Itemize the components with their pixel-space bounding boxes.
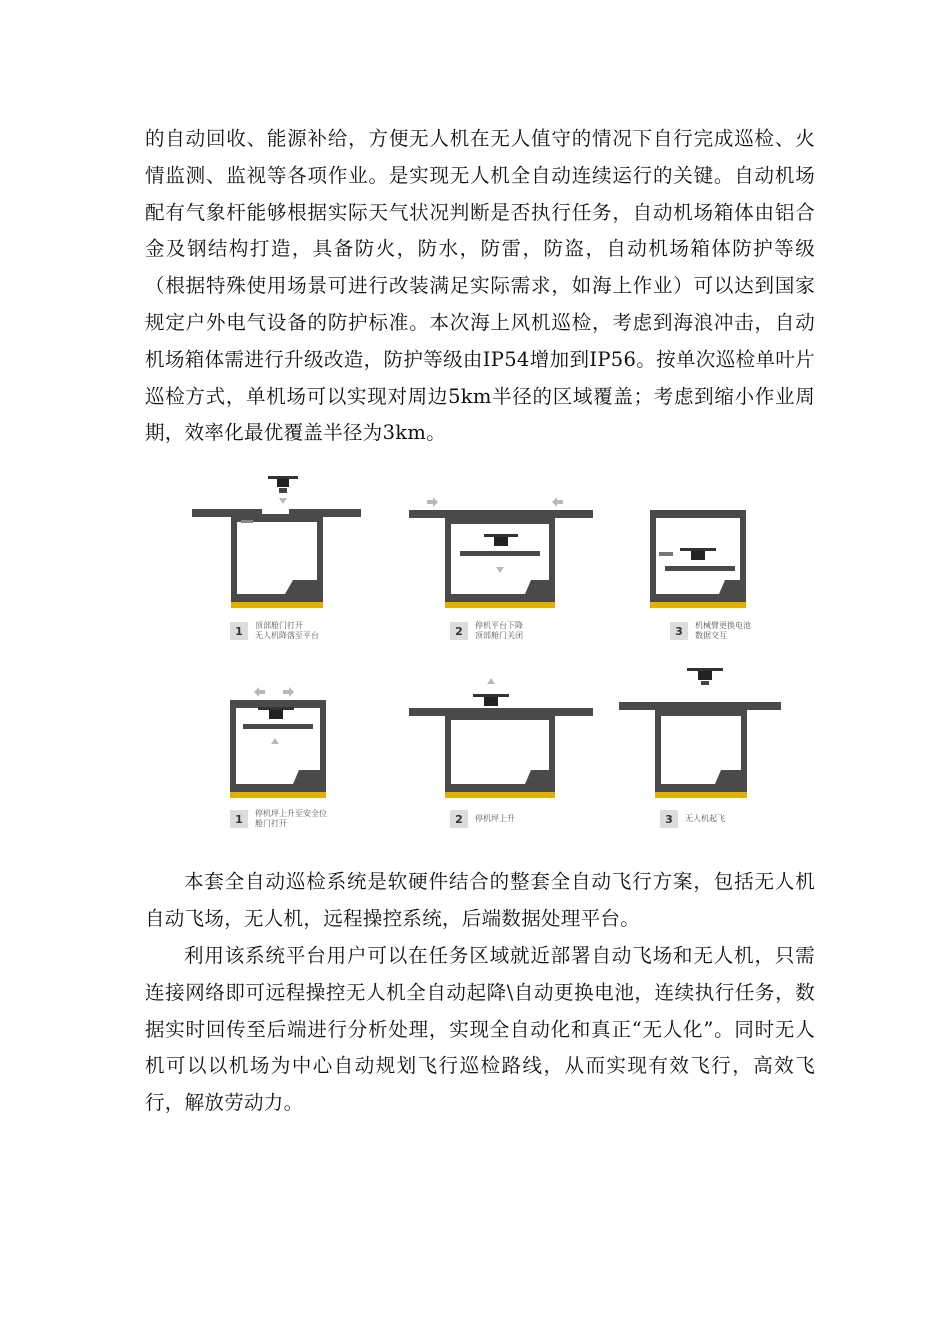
takeoff-step-2 — [405, 658, 605, 838]
caption — [670, 620, 751, 642]
paragraph-airport-description: 的自动回收、能源补给，方便无人机在无人值守的情况下自行完成巡检、火情监测、监视等各项作业。是实现无人机全自动连续运行的关键。自动机场配有气象杆能够根据实际天气状况判断是否执行任务，自动机场箱体由铝合金及钢结构打造，具备防火，防水，防雷，防盗，自动机场箱体防护等级（根据特殊使用场景可进行改装满足实际需求，如海上作业）可以达到国家规定户外电气设备的防护标准。本次海上风机巡检，考虑到海浪冲击，自动机场箱体需进行升级改造，防护等级由IP54增加到IP56。按单次巡检单叶片巡检方式，单机场可以实现对周边5km半径的区域覆盖；考虑到缩小作业周期，效率化最优覆盖半径为3km。 — [145, 127, 815, 445]
caption-line-1: 停机平台下降 — [475, 621, 523, 630]
caption-line-2: 顶部舱门关闭 — [475, 631, 523, 640]
step-number: 1 — [230, 622, 248, 640]
landing-step-2 — [405, 468, 605, 648]
landing-step-1 — [185, 468, 385, 648]
step-number: 2 — [450, 622, 468, 640]
platform-at-top-illustration — [405, 658, 605, 798]
platform-rising-illustration — [185, 658, 385, 798]
landing-step-3 — [625, 468, 825, 648]
paragraph-system-overview: 本套全自动巡检系统是软硬件结合的整套全自动飞行方案，包括无人机自动飞场，无人机，远程操控系统，后端数据处理平台。 — [145, 870, 815, 930]
docking-station-workflow-figure — [185, 468, 785, 838]
caption-line-1: 无人机起飞 — [685, 814, 725, 823]
step-number: 3 — [670, 622, 688, 640]
caption-line-1: 机械臂更换电池 — [695, 621, 751, 630]
caption-line-2: 数据交互 — [695, 631, 727, 640]
paragraph-system-usage: 利用该系统平台用户可以在任务区域就近部署自动飞场和无人机，只需连接网络即可远程操控无人机全自动起降\自动更换电池，连续执行任务，数据实时回传至后端进行分析处理，实现全自动化和真正“无人化”。同时无人机可以以机场为中心自动规划飞行巡检路线，从而实现有效飞行，高效飞行，解放劳动力。 — [145, 944, 815, 1115]
platform-lowering-illustration — [405, 468, 605, 608]
drone-takeoff-illustration — [615, 658, 815, 798]
step-number: 1 — [230, 810, 248, 828]
caption-line-1: 顶部舱门打开 — [255, 621, 303, 630]
takeoff-step-1 — [185, 658, 385, 838]
caption-line-1: 停机坪上升至安全位 — [255, 809, 327, 818]
caption — [230, 808, 327, 830]
caption-line-1: 停机坪上升 — [475, 814, 515, 823]
caption-line-2: 舱门打开 — [255, 819, 287, 828]
step-number: 3 — [660, 810, 678, 828]
battery-swap-illustration — [625, 468, 825, 608]
caption — [660, 808, 725, 830]
caption — [230, 620, 319, 642]
caption — [450, 620, 523, 642]
takeoff-step-3 — [615, 658, 815, 838]
caption-line-2: 无人机降落至平台 — [255, 631, 319, 640]
docking-station-open-drone-landing-illustration — [185, 468, 385, 608]
step-number: 2 — [450, 810, 468, 828]
caption — [450, 808, 515, 830]
